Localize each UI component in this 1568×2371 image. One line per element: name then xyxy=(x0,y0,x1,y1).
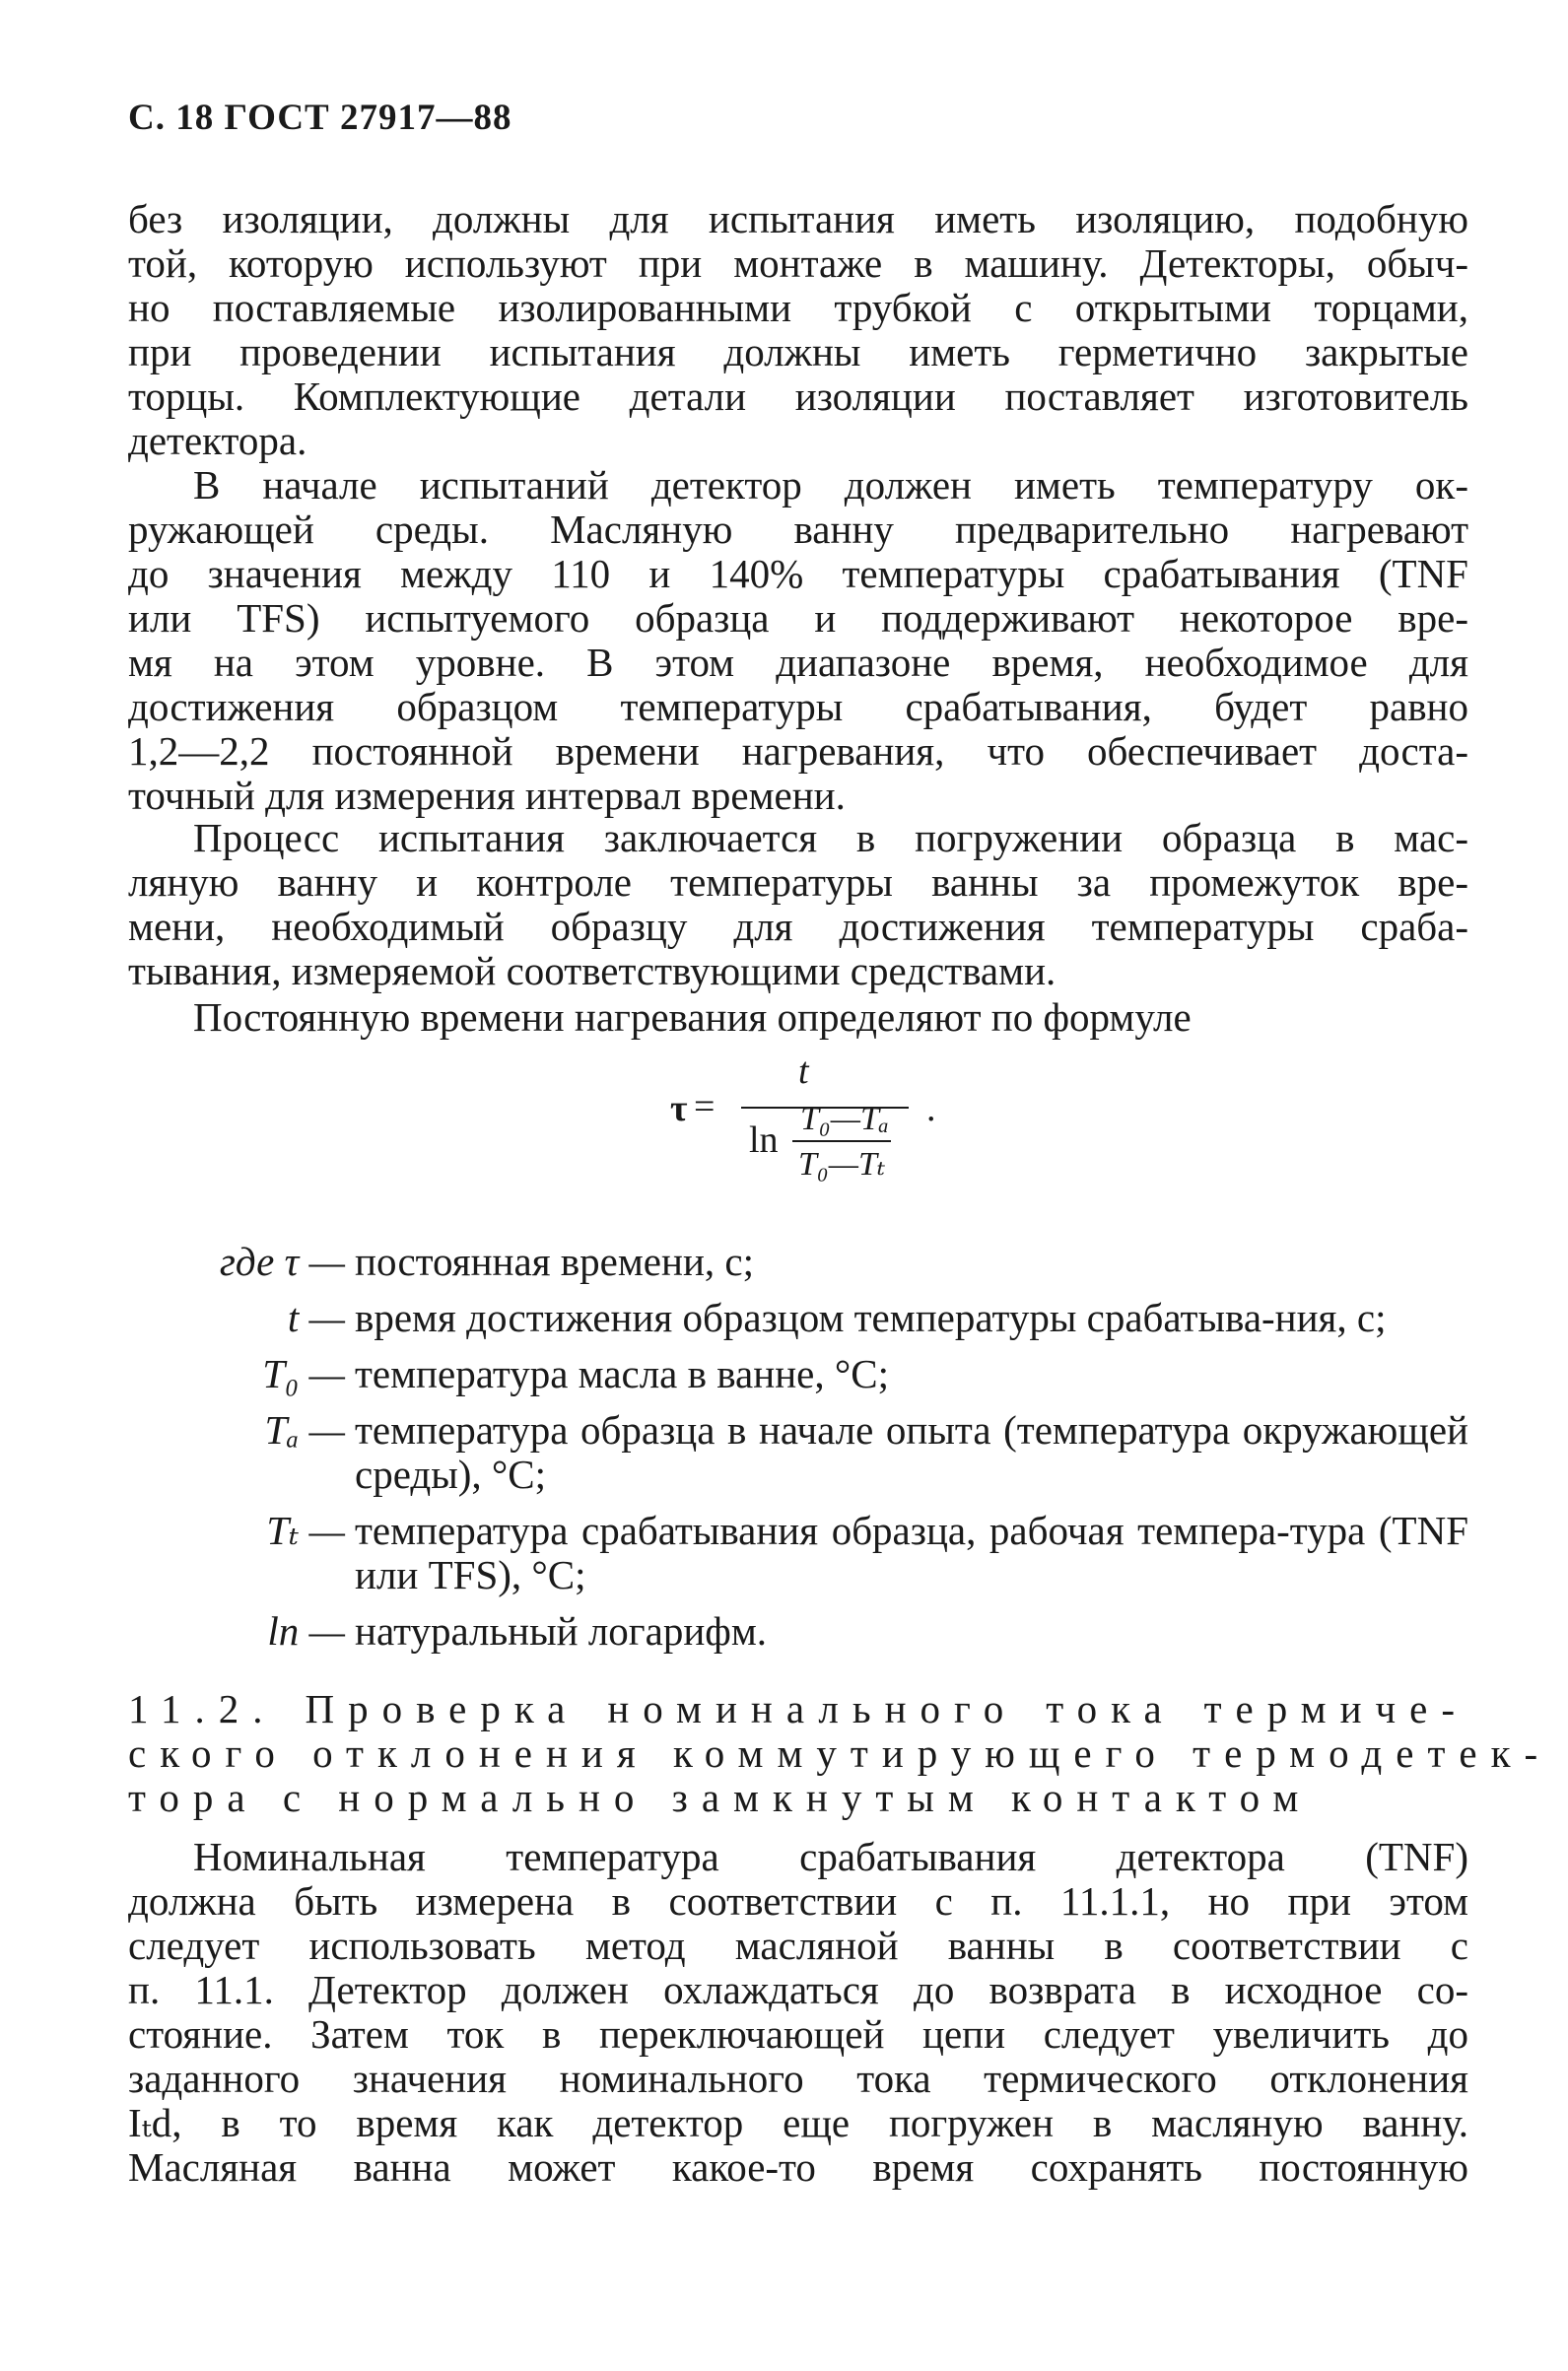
text-line: Номинальная температура срабатывания детектора (TNF) xyxy=(193,1834,1468,1879)
text-line: ляную ванну и контроле температуры ванны за промежуток вре- xyxy=(128,859,1468,905)
definition-symbol: t — xyxy=(287,1295,345,1340)
formula-tau: τ xyxy=(670,1088,688,1129)
text-line: детектора. xyxy=(128,418,307,463)
time-constant-formula xyxy=(670,1050,966,1183)
text-line: мени, необходимый образцу для достижения температуры сраба- xyxy=(128,904,1468,949)
definition-item xyxy=(128,1240,1468,1284)
page-header: С. 18 ГОСТ 27917—88 xyxy=(128,98,512,138)
definition-symbol: Tₐ — xyxy=(264,1407,345,1453)
text-line: до значения между 110 и 140% температуры срабатывания (TNF xyxy=(128,551,1468,596)
fraction-bar xyxy=(792,1140,891,1142)
text-line: п. 11.1. Детектор должен охлаждаться до возврата в исходное со- xyxy=(128,1967,1468,2012)
definition-item xyxy=(128,1408,1468,1497)
text-line: мя на этом уровне. В этом диапазоне время, необходимое для xyxy=(128,640,1468,685)
text-line: торцы. Комплектующие детали изоляции поставляет изготовитель xyxy=(128,373,1468,419)
definition-item xyxy=(128,1609,1468,1654)
text-line: Iₜd, в то время как детектор еще погружен в масляную ванну. xyxy=(128,2100,1468,2145)
formula-ln: ln xyxy=(749,1119,779,1161)
text-line: при проведении испытания должны иметь герметично закрытые xyxy=(128,329,1468,374)
formula-end: . xyxy=(926,1088,936,1129)
definition-text: постоянная времени, с; xyxy=(355,1239,754,1284)
text-line: но поставляемые изолированными трубкой с открытыми торцами, xyxy=(128,285,1468,330)
text-line: заданного значения номинального тока термического отклонения xyxy=(128,2056,1468,2101)
heading-line: тора с нормально замкнутым контактом xyxy=(128,1775,1313,1820)
paragraph-4 xyxy=(128,995,1468,1040)
heading-line: 11.2. Проверка номинального тока термиче- xyxy=(128,1686,1468,1731)
text-line: В начале испытаний детектор должен иметь температуру ок- xyxy=(193,462,1468,508)
text-line: без изоляции, должны для испытания иметь изоляцию, подобную xyxy=(128,196,1468,241)
definition-symbol: где τ — xyxy=(219,1239,345,1284)
paragraph-5 xyxy=(128,1835,1468,2190)
text-line: ружающей среды. Масляную ванну предварительно нагревают xyxy=(128,507,1468,552)
formula-equals: = xyxy=(694,1086,716,1127)
definition-symbol: ln — xyxy=(267,1608,345,1654)
text-line: тывания, измеряемой соответствующими средствами. xyxy=(128,948,1057,993)
definition-item xyxy=(128,1352,1468,1396)
paragraph-2 xyxy=(128,463,1468,818)
text-line: Масляная ванна может какое-то время сохранять постоянную xyxy=(128,2144,1468,2190)
text-line: или TFS) испытуемого образца и поддерживают некоторое вре- xyxy=(128,595,1468,641)
definition-text: натуральный логарифм. xyxy=(355,1608,768,1654)
text-line: 1,2—2,2 постоянной времени нагревания, что обеспечивает доста- xyxy=(128,728,1468,774)
text-line: следует использовать метод масляной ванны в соответствии с xyxy=(128,1923,1468,1968)
text-line: достижения образцом температуры срабатывания, будет равно xyxy=(128,684,1468,729)
definition-text: температура срабатывания образца, рабочая темпера-тура (TNF или TFS), °C; xyxy=(355,1508,1468,1597)
text-line: должна быть измерена в соответствии с п. 11.1.1, но при этом xyxy=(128,1878,1468,1924)
formula-numerator: t xyxy=(798,1050,809,1092)
paragraph-3 xyxy=(128,816,1468,993)
definition-symbol: Tₜ — xyxy=(266,1508,345,1553)
symbol-definitions xyxy=(128,1240,1468,1665)
definition-text: температура образца в начале опыта (температура окружающей среды), °C; xyxy=(355,1407,1468,1497)
heading-line: ского отклонения коммутирующего термодетек- xyxy=(128,1730,1552,1776)
section-heading-11-2 xyxy=(128,1686,1552,1820)
definition-symbol: T₀ — xyxy=(262,1351,345,1396)
paragraph-1 xyxy=(128,197,1468,463)
definition-text: время достижения образцом температуры срабатыва-ния, с; xyxy=(355,1295,1387,1340)
formula-inner-numerator: T₀—Tₐ xyxy=(800,1101,889,1137)
definition-text: температура масла в ванне, °C; xyxy=(355,1351,889,1396)
text-line: Процесс испытания заключается в погружении образца в мас- xyxy=(193,815,1468,860)
definition-item xyxy=(128,1296,1468,1340)
text-line: точный для измерения интервал времени. xyxy=(128,773,846,818)
text-line: Постоянную времени нагревания определяют по формуле xyxy=(193,994,1192,1040)
text-line: той, которую используют при монтаже в машину. Детекторы, обыч- xyxy=(128,240,1468,286)
text-line: стояние. Затем ток в переключающей цепи следует увеличить до xyxy=(128,2011,1468,2057)
definition-item xyxy=(128,1509,1468,1597)
formula-inner-denominator: T₀—Tₜ xyxy=(798,1146,886,1183)
